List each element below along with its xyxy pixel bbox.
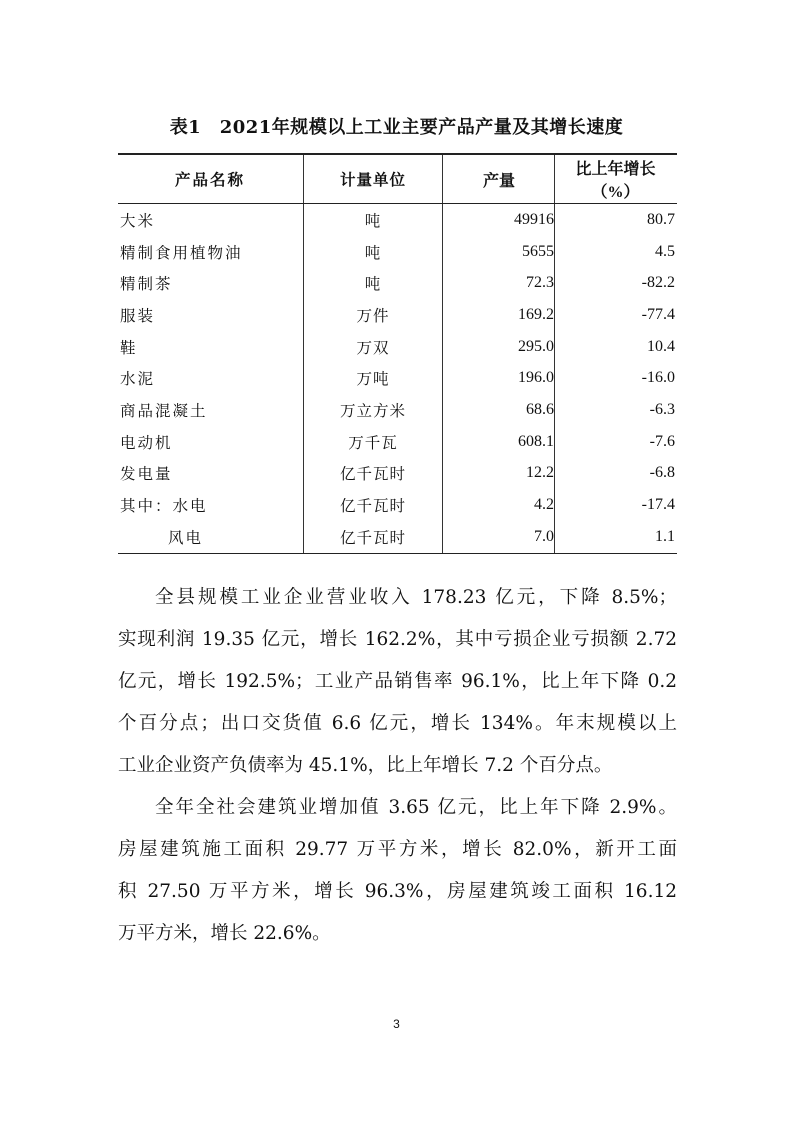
cell-growth: -6.3 bbox=[555, 394, 678, 426]
cell-growth: 1.1 bbox=[555, 521, 678, 553]
cell-output: 72.3 bbox=[443, 267, 555, 299]
paragraph-line: 个百分点；出口交货值 6.6 亿元，增长 134%。年末规模以上 bbox=[118, 713, 677, 734]
table-row bbox=[118, 331, 677, 363]
table-row bbox=[118, 267, 677, 299]
cell-product-name: 精制食用植物油 bbox=[120, 243, 243, 262]
header-growth: 比上年增长（%） bbox=[555, 154, 678, 204]
table-row bbox=[118, 521, 677, 553]
paragraph-industry bbox=[118, 577, 677, 787]
cell-unit: 吨 bbox=[304, 204, 443, 236]
cell-unit: 万件 bbox=[304, 299, 443, 331]
cell-growth: 80.7 bbox=[555, 204, 678, 236]
cell-unit: 吨 bbox=[304, 267, 443, 299]
paragraph-line: 全县规模工业企业营业收入 178.23 亿元，下降 8.5%； bbox=[155, 587, 677, 608]
table-row bbox=[118, 426, 677, 458]
cell-product-name: 精制茶 bbox=[120, 275, 173, 294]
cell-output: 608.1 bbox=[443, 426, 555, 458]
cell-product-name: 风电 bbox=[118, 521, 304, 553]
table-row bbox=[118, 458, 677, 490]
table-row bbox=[118, 299, 677, 331]
paragraph-construction bbox=[118, 787, 677, 955]
header-output: 产量 bbox=[443, 154, 555, 204]
cell-unit: 亿千瓦时 bbox=[304, 521, 443, 553]
page-number: 3 bbox=[393, 1017, 400, 1031]
cell-output: 196.0 bbox=[443, 362, 555, 394]
cell-unit: 吨 bbox=[304, 236, 443, 268]
cell-growth: 10.4 bbox=[555, 331, 678, 363]
table-row bbox=[118, 362, 677, 394]
paragraph-line: 工业企业资产负债率为 45.1%，比上年增长 7.2 个百分点。 bbox=[118, 755, 613, 776]
cell-output: 4.2 bbox=[443, 489, 555, 521]
paragraph-line: 全年全社会建筑业增加值 3.65 亿元，比上年下降 2.9%。 bbox=[155, 797, 677, 818]
cell-output: 68.6 bbox=[443, 394, 555, 426]
cell-output: 12.2 bbox=[443, 458, 555, 490]
cell-unit: 万千瓦 bbox=[304, 426, 443, 458]
cell-product-name: 其中：水电 bbox=[120, 497, 208, 516]
cell-unit: 亿千瓦时 bbox=[304, 458, 443, 490]
cell-growth: -77.4 bbox=[555, 299, 678, 331]
cell-product-name: 电动机 bbox=[120, 433, 173, 452]
table-title: 表1 2021年规模以上工业主要产品产量及其增长速度 bbox=[169, 117, 624, 138]
table-row bbox=[118, 236, 677, 268]
header-unit: 计量单位 bbox=[304, 154, 443, 204]
cell-output: 5655 bbox=[443, 236, 555, 268]
cell-growth: -17.4 bbox=[555, 489, 678, 521]
cell-product-name: 商品混凝土 bbox=[120, 401, 208, 420]
paragraph-line: 积 27.50 万平方米，增长 96.3%，房屋建筑竣工面积 16.12 bbox=[118, 881, 677, 902]
cell-unit: 万双 bbox=[304, 331, 443, 363]
paragraph-line: 房屋建筑施工面积 29.77 万平方米，增长 82.0%，新开工面 bbox=[118, 839, 677, 860]
cell-growth: 4.5 bbox=[555, 236, 678, 268]
table-row bbox=[118, 204, 677, 236]
cell-product-name: 水泥 bbox=[120, 370, 156, 389]
cell-product-name: 大米 bbox=[120, 211, 156, 230]
cell-product-name: 服装 bbox=[120, 306, 156, 325]
header-product-name: 产品名称 bbox=[118, 154, 304, 204]
cell-product-name: 发电量 bbox=[120, 465, 173, 484]
product-output-table bbox=[118, 153, 677, 554]
cell-unit: 亿千瓦时 bbox=[304, 489, 443, 521]
paragraph-line: 实现利润 19.35 亿元，增长 162.2%，其中亏损企业亏损额 2.72 bbox=[118, 629, 677, 650]
cell-growth: -82.2 bbox=[555, 267, 678, 299]
table-row bbox=[118, 394, 677, 426]
cell-output: 7.0 bbox=[443, 521, 555, 553]
cell-product-name: 鞋 bbox=[120, 338, 138, 357]
cell-unit: 万吨 bbox=[304, 362, 443, 394]
cell-output: 295.0 bbox=[443, 331, 555, 363]
cell-output: 49916 bbox=[443, 204, 555, 236]
cell-growth: -7.6 bbox=[555, 426, 678, 458]
table-row bbox=[118, 489, 677, 521]
paragraph-line: 万平方米，增长 22.6%。 bbox=[118, 923, 331, 944]
cell-output: 169.2 bbox=[443, 299, 555, 331]
table-header-row bbox=[118, 154, 677, 204]
cell-growth: -16.0 bbox=[555, 362, 678, 394]
cell-unit: 万立方米 bbox=[304, 394, 443, 426]
cell-growth: -6.8 bbox=[555, 458, 678, 490]
paragraph-line: 亿元，增长 192.5%；工业产品销售率 96.1%，比上年下降 0.2 bbox=[118, 671, 677, 692]
